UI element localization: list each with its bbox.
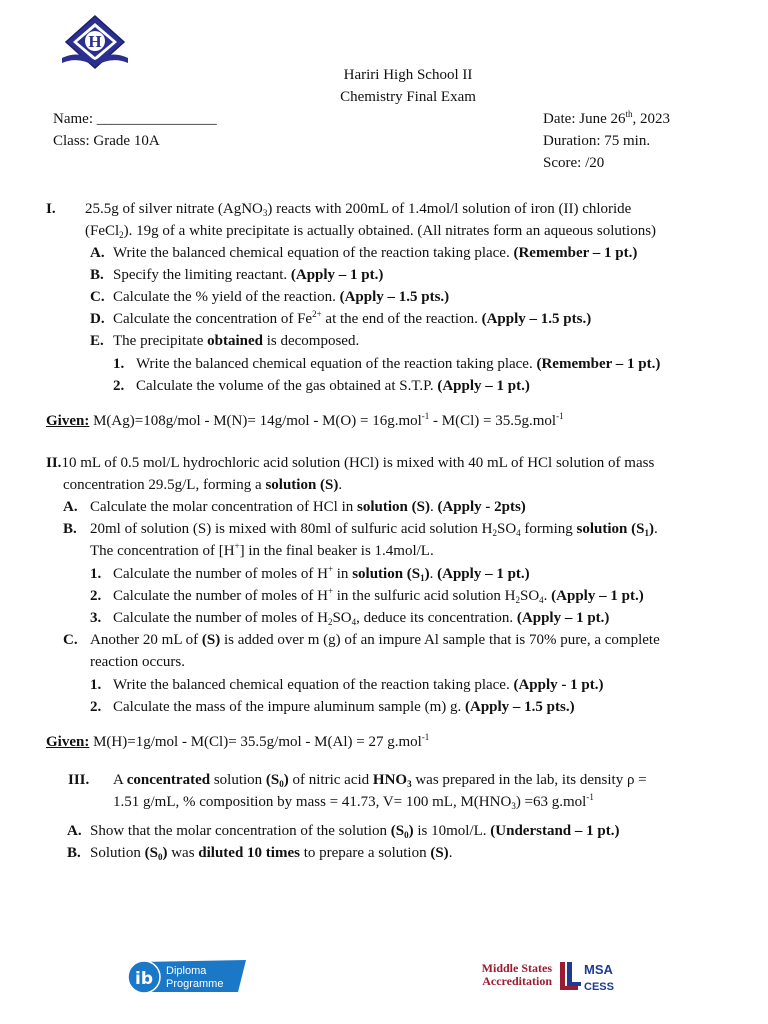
q3-intro-line1: A concentrated solution $(S_0)$ of nitric acid $HNO_3$ was prepared in the lab, its density ρ = — [113, 772, 647, 789]
exam-date: Date: June 26th, 2023 — [543, 109, 670, 127]
school-name: Hariri High School II — [343, 67, 473, 83]
exam-duration: Duration: 75 min. — [543, 133, 651, 149]
q1-part-e1: 1. Write the balanced chemical equation of the reaction taking place. (Remember – 1 pt.) — [113, 356, 661, 372]
cess-text: CESS — [584, 981, 614, 993]
q1-part-e: E. The precipitate obtained is decomposed. — [90, 333, 360, 349]
q2-part-b1: 1. Calculate the number of moles of H+ in solution $(S_1)$. (Apply – 1 pt.) — [90, 564, 530, 583]
q2-part-c2: 2. Calculate the mass of the impure aluminum sample (m) g. (Apply – 1.5 pts.) — [90, 699, 575, 715]
exam-score: Score: /20 — [543, 155, 605, 171]
q1-number: I. — [46, 201, 56, 217]
q3-intro-line2: 1.51 g/mL, % composition by mass = 41.73, V= 100 mL, $M(HNO_3) =63$ g.mol$^{-1}$ — [113, 792, 594, 811]
q2-part-c1: 1. Write the balanced chemical equation of the reaction taking place. (Apply - 1 pt.) — [90, 677, 604, 693]
q2-part-b2: 2. Calculate the number of moles of H+ in the sulfuric acid solution $H_2SO_4$. (Apply – 1 pt.) — [90, 586, 644, 605]
msa-text: MSA — [584, 962, 613, 977]
q3-part-a: A. Show that the molar concentration of the solution $(S_0)$ is 10mol/L. (Understand – 1 pt.) — [67, 823, 620, 840]
given-masses-1: Given: M(Ag)=108g/mol - M(N)= 14g/mol - M(O) = 16g.mol$^{-1}$ - M(Cl) = 35.5g.mol$^{-1}$ — [46, 411, 564, 429]
ib-programme-text: Programme — [166, 978, 224, 990]
q1-part-c: C. Calculate the % yield of the reaction. (Apply – 1.5 pts.) — [90, 289, 450, 305]
q2-part-c: C. Another 20 mL of (S) is added over m (g) of an impure Al sample that is 70% pure, a complete — [63, 632, 660, 648]
given-masses-2: Given: M(H)=1g/mol - M(Cl)= 35.5g/mol - M(Al) = 27 g.mol$^{-1}$ — [46, 732, 430, 750]
ib-mark: ib — [135, 969, 153, 989]
q2-part-c-line2: reaction occurs. — [90, 654, 185, 670]
q1-intro-line1: 25.5g of silver nitrate (AgNO$_3$) reacts with 200mL of 1.4mol/l solution of iron (II) chloride — [85, 201, 632, 218]
ib-diploma-logo — [126, 958, 248, 996]
q1-intro-line2: (FeCl$_2$). 19g of a white precipitate is actually obtained. (All nitrates form an aqueous solutions) — [85, 223, 657, 240]
q1-part-e2: 2. Calculate the volume of the gas obtained at S.T.P. (Apply – 1 pt.) — [113, 378, 530, 394]
q2-intro-line1: II.10 mL of 0.5 mol/L hydrochloric acid solution (HCl) is mixed with 40 mL of HCl solution of mass — [46, 455, 655, 471]
exam-title: Chemistry Final Exam — [340, 89, 476, 105]
class-label: Class: Grade 10A — [53, 133, 160, 149]
q1-part-d: D. Calculate the concentration of $Fe^{2+}$ at the end of the reaction. (Apply – 1.5 pts.) — [90, 309, 592, 327]
q1-part-b: B. Specify the limiting reactant. (Apply – 1 pt.) — [90, 267, 384, 283]
msa-cess-logo — [558, 960, 620, 994]
q3-number: III. — [68, 772, 90, 788]
q2-part-a: A. Calculate the molar concentration of HCl in solution (S). (Apply - 2pts) — [63, 499, 526, 515]
q2-part-b3: 3. Calculate the number of moles of $H_2SO_4$, deduce its concentration. (Apply – 1 pt.) — [90, 610, 610, 627]
q2-part-b-line2: The concentration of [H+] in the final beaker is 1.4mol/L. — [90, 541, 434, 559]
name-field: Name: ________________ — [53, 111, 217, 127]
msa-accreditation-text: Middle States Accreditation — [481, 961, 552, 988]
q1-part-a: A. Write the balanced chemical equation of the reaction taking place. (Remember – 1 pt.) — [90, 245, 638, 261]
q3-part-b: B. Solution $(S_0)$ was diluted 10 times to prepare a solution (S). — [67, 845, 453, 862]
q2-part-b: B. 20ml of solution (S) is mixed with 80ml of sulfuric acid solution $H_2SO_4$ forming solution $(S_1)$. — [63, 521, 658, 538]
crest-letter: H — [88, 32, 102, 51]
ib-diploma-text: Diploma — [166, 965, 207, 977]
q2-intro-line2: concentration 29.5g/L, forming a solution (S). — [63, 477, 343, 493]
